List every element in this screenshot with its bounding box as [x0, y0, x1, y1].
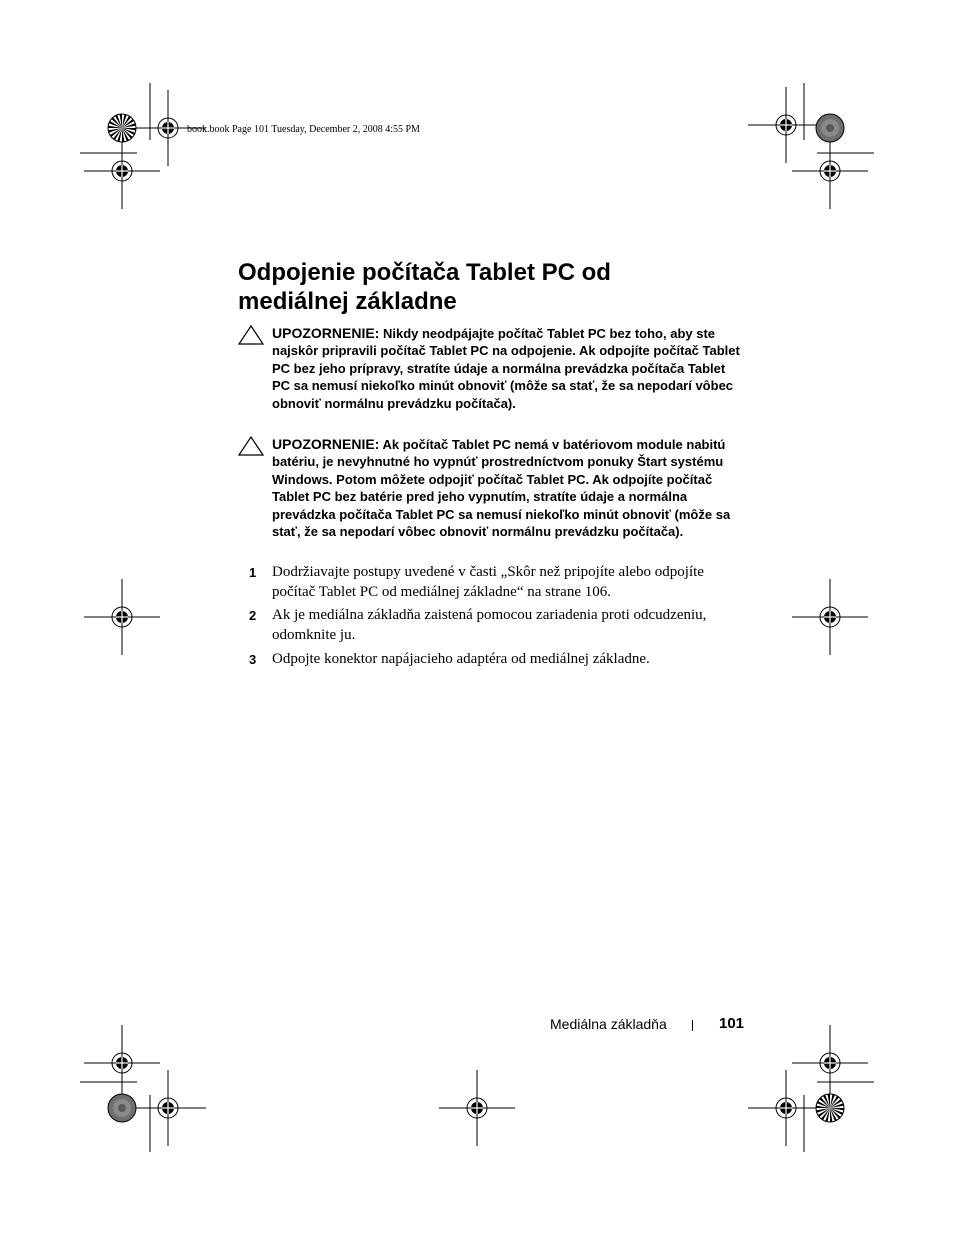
registration-mark-icon	[84, 1025, 160, 1101]
step-text: Dodržiavajte postupy uvedené v časti „Skôr než pripojíte alebo odpojíte počítač Tablet PC od mediálnej základne“ na strane 106.	[272, 564, 704, 600]
registration-mark-icon	[748, 87, 824, 163]
list-item	[238, 650, 740, 670]
registration-mark-icon	[130, 1070, 206, 1146]
page-title-line-1: Odpojenie počítača Tablet PC od	[238, 259, 611, 286]
star-target-icon	[816, 1094, 844, 1122]
registration-mark-icon	[748, 1070, 824, 1146]
registration-mark-icon	[84, 133, 160, 209]
footer-separator	[692, 1020, 693, 1031]
page-title-line-2: mediálnej základne	[238, 288, 457, 315]
registration-mark-icon	[439, 1070, 515, 1146]
step-number: 1	[249, 565, 257, 580]
caution-notice	[238, 436, 740, 540]
color-wheel-icon	[816, 114, 844, 142]
registration-mark-icon	[792, 133, 868, 209]
caution-triangle-icon	[238, 325, 264, 345]
footer-section-name: Mediálna základňa	[550, 1016, 667, 1032]
registration-mark-icon	[792, 1025, 868, 1101]
step-text: Ak je mediálna základňa zaistená pomocou zariadenia proti odcudzeniu, odomknite ju.	[272, 607, 707, 643]
color-wheel-icon	[108, 1094, 136, 1122]
step-number: 3	[249, 652, 257, 667]
list-item	[238, 606, 740, 645]
registration-mark-icon	[792, 579, 868, 655]
print-slug: book.book Page 101 Tuesday, December 2, 2008 4:55 PM	[187, 124, 420, 135]
list-item	[238, 563, 740, 602]
step-number: 2	[249, 608, 257, 623]
caution-notice	[238, 325, 740, 412]
caution-body: Nikdy neodpájajte počítač Tablet PC bez toho, aby ste najskôr pripravili počítač Tablet PC na odpojenie. Ak odpojíte počítač Tablet PC bez jeho prípravy, stratíte údaje a normálna prevádzka počítača Tablet PC sa nemusí niekoľko minút obnoviť (môže sa stať, že sa nepodarí vôbec obnoviť normálnu prevádzku počítača).	[272, 326, 740, 411]
star-target-icon	[108, 114, 136, 142]
caution-text	[272, 325, 740, 412]
caution-body: Ak počítač Tablet PC nemá v batériovom module nabitú batériu, je nevyhnutné ho vypnúť prostredníctvom ponuky Štart systému Windows. Potom môžete odpojiť počítač Tablet PC. Ak odpojíte počítač Tablet PC bez batérie pred jeho vypnutím, stratíte údaje a normálna prevádzka počítača Tablet PC sa nemusí niekoľko minút obnoviť (môže sa stať, že sa nepodarí vôbec obnoviť normálnu prevádzku počítača).	[272, 437, 731, 540]
registration-mark-icon	[84, 579, 160, 655]
caution-triangle-icon	[238, 436, 264, 456]
page-title	[238, 258, 798, 316]
page-number: 101	[719, 1015, 745, 1032]
caution-text	[272, 436, 740, 540]
caution-label: UPOZORNENIE:	[272, 436, 380, 452]
step-text: Odpojte konektor napájacieho adaptéra od mediálnej základne.	[272, 651, 650, 667]
caution-label: UPOZORNENIE:	[272, 325, 380, 341]
